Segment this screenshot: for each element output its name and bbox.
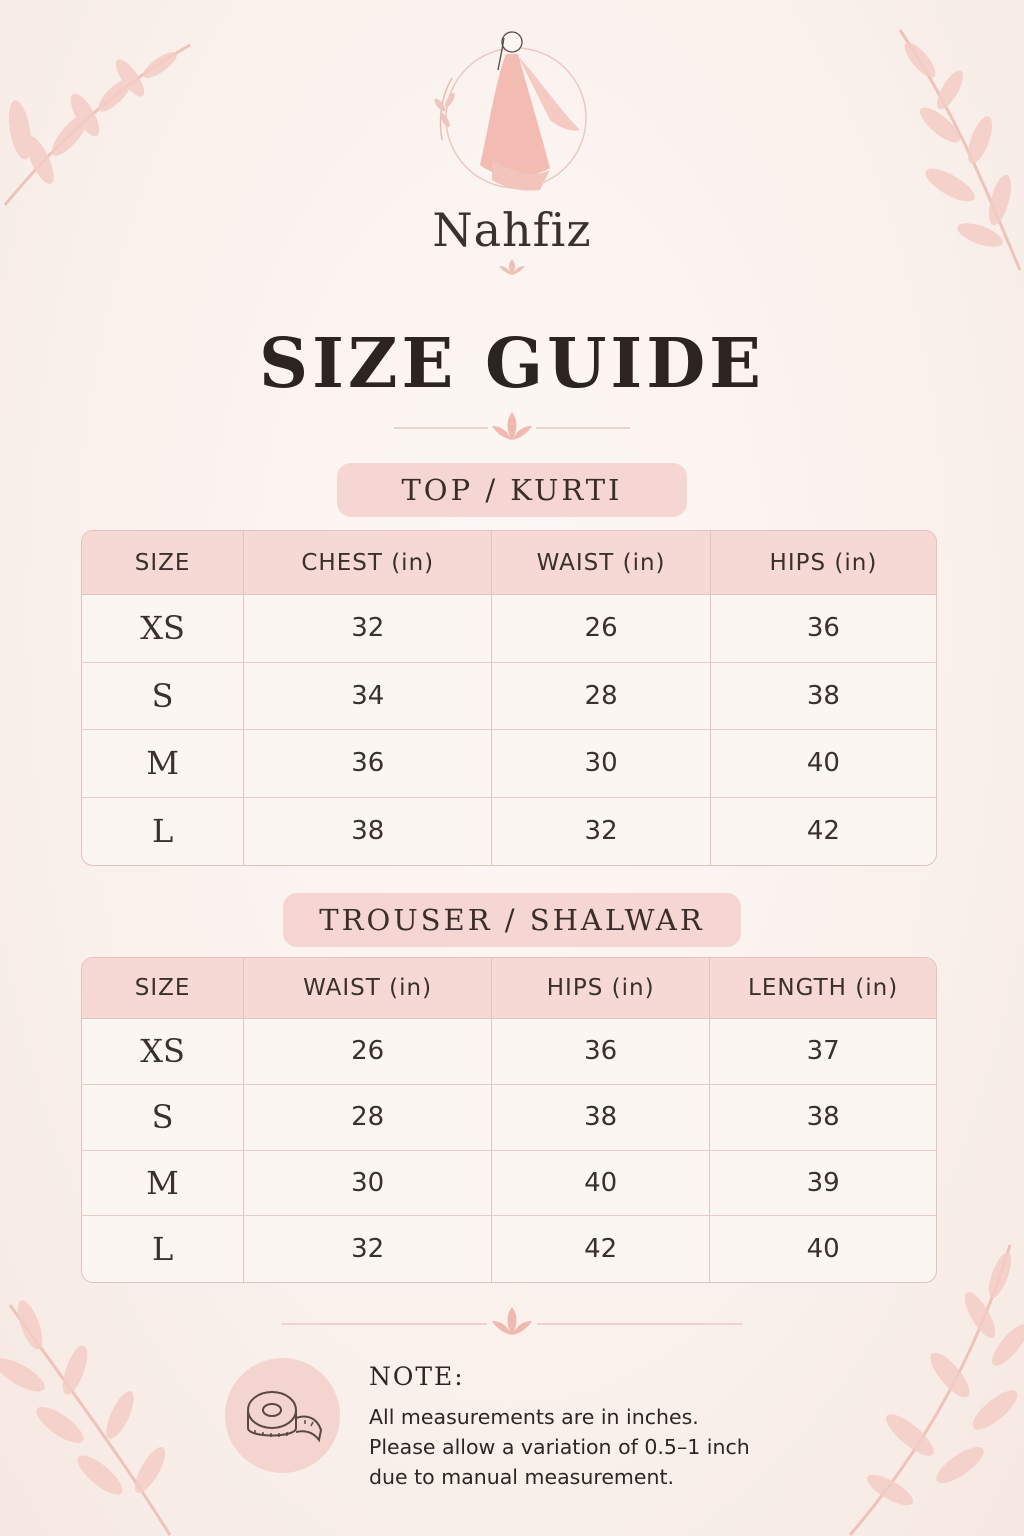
cell-size: M [82,730,243,798]
cell-value: 42 [710,798,936,866]
cell-value: 38 [491,1085,709,1151]
cell-value: 28 [243,1085,491,1151]
cell-size: S [82,663,243,731]
header-size: SIZE [82,531,243,595]
header-hips: HIPS (in) [491,958,709,1019]
cell-value: 38 [243,798,491,866]
top-size-table [81,530,937,866]
section-label-top-kurti: TOP / KURTI [337,463,687,517]
lotus-divider [282,1303,742,1339]
trouser-size-table [81,957,937,1283]
table-header-row [82,531,936,595]
cell-value: 42 [491,1216,709,1282]
cell-value: 40 [710,730,936,798]
table-header-row [82,958,936,1019]
header-waist: WAIST (in) [491,531,710,595]
section-label-trouser-shalwar: TROUSER / SHALWAR [283,893,741,947]
lotus-ornament-icon [497,257,527,277]
cell-value: 40 [709,1216,936,1282]
note-line: Please allow a variation of 0.5–1 inch [369,1435,750,1459]
lotus-divider [394,408,630,444]
cell-value: 30 [491,730,710,798]
cell-value: 36 [243,730,491,798]
cell-size: XS [82,1019,243,1085]
table-row [82,1019,936,1085]
table-row [82,1151,936,1217]
cell-value: 28 [491,663,710,731]
header-length: LENGTH (in) [709,958,936,1019]
woman-in-dress-logo-icon [420,20,604,204]
cell-size: L [151,812,174,851]
table-row [82,663,936,731]
cell-value: 32 [243,595,491,663]
cell-size: L [151,1230,174,1269]
table-row [82,1216,936,1282]
header-hips: HIPS (in) [710,531,936,595]
note-icon-circle [225,1358,340,1473]
brand-name: Nahfiz [432,203,592,257]
note-line: due to manual measurement. [369,1465,675,1489]
cell-value: 40 [491,1151,709,1217]
cell-value: 37 [709,1019,936,1085]
cell-value: 32 [491,798,710,866]
note-title: NOTE: [369,1362,465,1391]
header-size: SIZE [82,958,243,1019]
page-title: SIZE GUIDE [258,324,766,404]
cell-value: 39 [709,1151,936,1217]
cell-value: 34 [243,663,491,731]
cell-value: 26 [491,595,710,663]
cell-value: 36 [491,1019,709,1085]
table-row [82,798,936,866]
leaf-branch-top-left [0,20,200,220]
cell-value: 30 [243,1151,491,1217]
cell-value: 32 [243,1216,491,1282]
cell-value: 26 [243,1019,491,1085]
leaf-branch-bottom-left [0,1285,200,1536]
table-row [82,1085,936,1151]
table-row [82,730,936,798]
cell-size: XS [82,595,243,663]
table-row [82,595,936,663]
cell-size: S [82,1085,243,1151]
note-line: All measurements are in inches. [369,1405,699,1429]
measuring-tape-icon [225,1358,340,1473]
cell-value: 38 [710,663,936,731]
cell-value: 36 [710,595,936,663]
cell-size: M [82,1151,243,1217]
header-chest: CHEST (in) [243,531,491,595]
cell-value: 38 [709,1085,936,1151]
header-waist: WAIST (in) [243,958,491,1019]
